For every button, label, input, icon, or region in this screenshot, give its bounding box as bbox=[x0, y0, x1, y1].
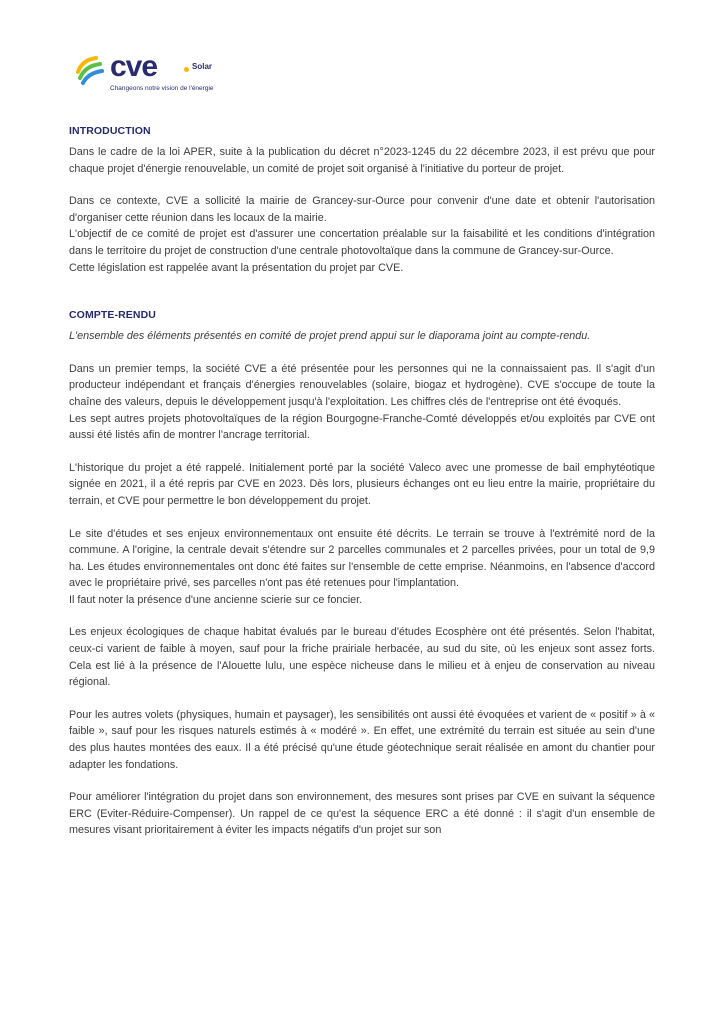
logo-tagline: Changeons notre vision de l'énergie bbox=[110, 85, 214, 92]
compte-rendu-paragraph-sensitivities: Pour les autres volets (physiques, humain et paysager), les sensibilités ont aussi été évoquées et varient de « positif » à « faible », sauf pour les risques naturels estimés à « modéré ». En effet, une extrémité du terrain est située au sein d'une des plus hautes montées des eaux. Il a été précisé qu'une étude géotechnique serait réalisée en amont du chantier pour adapter les fondations. bbox=[69, 708, 655, 771]
logo-suffix: Solar bbox=[192, 62, 213, 71]
document-body bbox=[69, 124, 655, 839]
compte-rendu-paragraph-projects: Les sept autres projets photovoltaïques de la région Bourgogne-Franche-Comté développés et/ou exploités par CVE ont aussi été listés afin de montrer l'ancrage territorial. bbox=[69, 412, 655, 442]
intro-paragraph-1: Dans le cadre de la loi APER, suite à la publication du décret n°2023-1245 du 22 décembre 2023, il est prévu que pour chaque projet d'énergie renouvelable, un comité de projet soit organisé à l'initiative du porteur de projet. bbox=[69, 146, 655, 175]
intro-paragraph-2: Dans ce contexte, CVE a sollicité la mairie de Grancey-sur-Ource pour convenir d'une date et obtenir l'autorisation d'organiser cette réunion dans les locaux de la mairie. bbox=[69, 195, 655, 224]
cve-solar-logo bbox=[74, 52, 254, 96]
cve-swirl-logo-icon bbox=[74, 52, 108, 86]
compte-rendu-paragraph-cve: Dans un premier temps, la société CVE a été présentée pour les personnes qui ne la connaissaient pas. Il s'agit d'un producteur indépendant et français d'énergies renouvelables (solaire, biogaz et hydrogène). CVE s'occupe de toute la chaîne des valeurs, depuis le développement jusqu'à l'exploitation. Les chiffres clés de l'entreprise ont été évoqués. bbox=[69, 362, 655, 408]
compte-rendu-paragraph-scierie: Il faut noter la présence d'une ancienne scierie sur ce foncier. bbox=[69, 593, 363, 606]
introduction-heading: INTRODUCTION bbox=[69, 125, 151, 137]
compte-rendu-heading: COMPTE-RENDU bbox=[69, 309, 156, 322]
compte-rendu-paragraph-history: L'historique du projet a été rappelé. Initialement porté par la société Valeco avec une promesse de bail emphytéotique signée en 2021, il a été repris par CVE en 2023. Dès lors, plusieurs échanges ont eu lieu entre la mairie, propriétaire du terrain, et CVE pour permettre le bon développement du projet. bbox=[69, 461, 655, 507]
compte-rendu-paragraph-ecology: Les enjeux écologiques de chaque habitat évalués par le bureau d'études Ecosphère ont été présentés. Selon l'habitat, ceux-ci varient de faible à moyen, sauf pour la friche prairiale herbacée, au sud du site, où les enjeux sont assez forts. Cela est lié à la présence de l'Alouette lulu, une espèce nicheuse dans le milieu et à enjeu de conservation au niveau régional. bbox=[69, 626, 655, 689]
logo-brand-name: cve bbox=[110, 50, 158, 83]
intro-paragraph-4: Cette législation est rappelée avant la présentation du projet par CVE. bbox=[69, 261, 404, 274]
intro-paragraph-3: L'objectif de ce comité de projet est d'assurer une concertation préalable sur la faisabilité et les conditions d'intégration dans le territoire du projet de construction d'une centrale photovoltaïque dans la commune de Grancey-sur-Ource. bbox=[69, 228, 655, 257]
compte-rendu-paragraph-erc: Pour améliorer l'intégration du projet dans son environnement, des mesures sont prises par CVE en suivant la séquence ERC (Eviter-Réduire-Compenser). Un rappel de ce qu'est la séquence ERC a été donné : il s'agit d'un ensemble de mesures visant prioritairement à éviter les impacts négatifs d'un projet sur son bbox=[69, 791, 655, 837]
compte-rendu-intro-note: L'ensemble des éléments présentés en comité de projet prend appui sur le diaporama joint au compte-rendu. bbox=[69, 330, 591, 343]
logo-dot bbox=[184, 67, 189, 72]
compte-rendu-paragraph-site: Le site d'études et ses enjeux environnementaux ont ensuite été décrits. Le terrain se trouve à l'extrémité nord de la commune. A l'origine, la centrale devait s'étendre sur 2 parcelles communales et 2 parcelles privées, pour un total de 9,9 ha. Les études environnementales ont donc été faites sur l'ensemble de cette emprise. Néanmoins, en l'absence d'accord avec le propriétaire privé, ses parcelles n'ont pas été retenues pour l'implantation. bbox=[69, 527, 655, 590]
